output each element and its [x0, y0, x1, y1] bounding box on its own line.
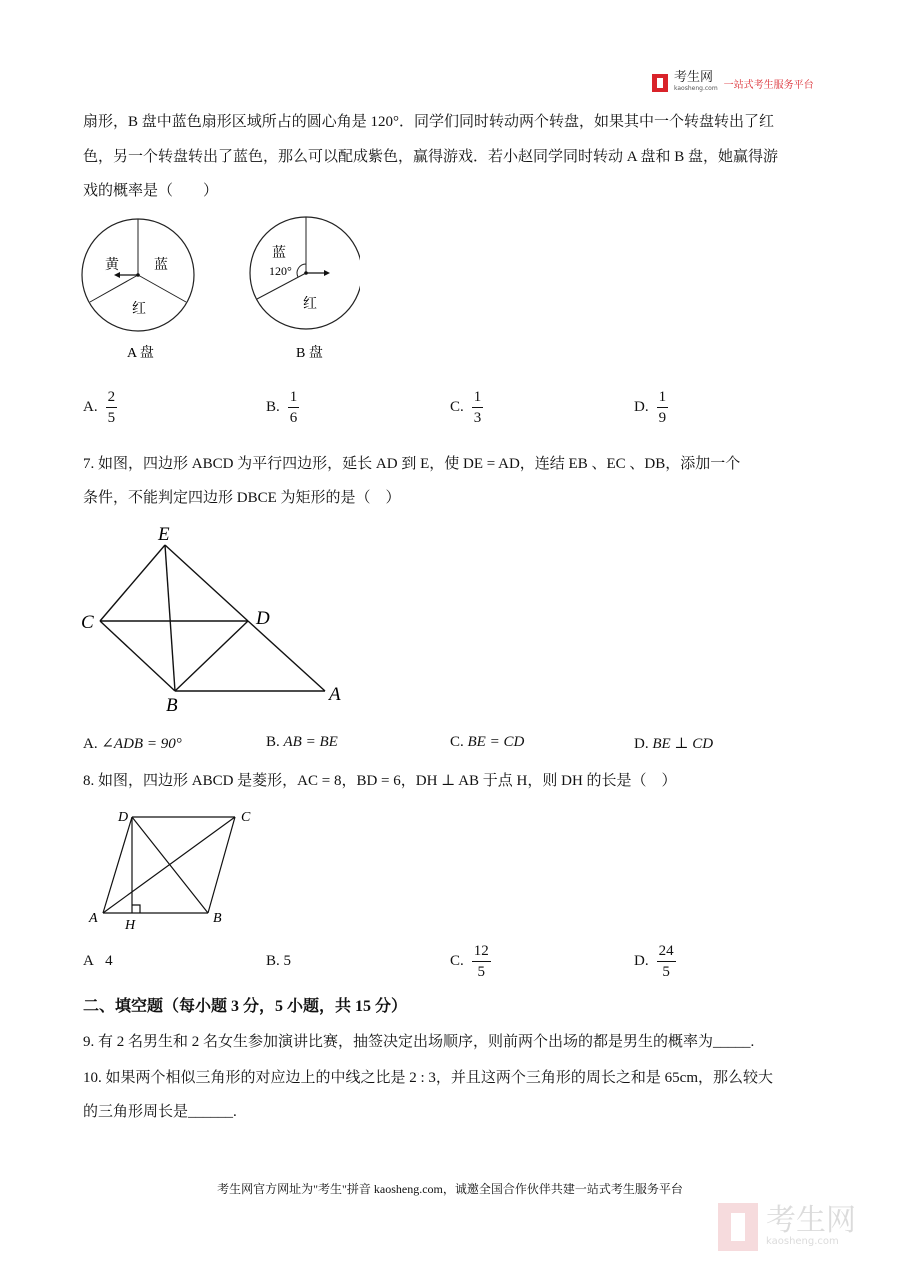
spinner-a-blue: 蓝: [154, 258, 168, 273]
spinner-b: [250, 217, 360, 361]
spinner-b-caption: B 盘: [296, 346, 323, 361]
header-logo: [652, 72, 814, 94]
q9-line: 9. 有 2 名男生和 2 名女生参加演讲比赛，抽签决定出场顺序，则前两个出场的都是男生的概率为_____.: [83, 1034, 755, 1050]
spinner-a-caption: A 盘: [127, 346, 154, 361]
page-footer: 考生网官方网址为"考生"拼音 kaosheng.com，诚邀全国合作伙伴共建一站式考生服务平台: [217, 1182, 683, 1196]
point-d: D: [256, 608, 270, 629]
q8-line: 8. 如图，四边形 ABCD 是菱形，AC = 8，BD = 6，DH ⊥ AB 于点 H，则 DH 的长是（ ）: [83, 773, 677, 789]
point-b: B: [166, 695, 178, 716]
point-h: H: [125, 918, 136, 933]
q7-option-b[interactable]: B. AB = BE: [266, 734, 338, 750]
watermark: 考生网 kaosheng.com: [718, 1203, 856, 1251]
q8-option-a[interactable]: A 4: [83, 953, 113, 969]
spinner-a: [82, 219, 194, 361]
q8-figure: [80, 800, 280, 940]
q6-line-2: 色，另一个转盘转出了蓝色，那么可以配成紫色，赢得游戏．若小赵同学同时转动 A 盘和 B 盘，她赢得游: [83, 149, 779, 165]
logo-icon: [652, 74, 668, 92]
point-d: D: [118, 810, 129, 825]
q6-option-d[interactable]: D. $\frac{1}{9}$: [634, 389, 667, 426]
q7-option-a[interactable]: A. ∠ADB = 90°: [83, 736, 182, 752]
header-slogan: 一站式考生服务平台: [723, 79, 814, 91]
point-c: C: [241, 810, 251, 825]
q10-line-2: 的三角形周长是______.: [83, 1104, 237, 1120]
q7-line-1: 7. 如图，四边形 ABCD 为平行四边形，延长 AD 到 E，使 DE = AD，连结 EB 、EC 、DB，添加一个: [83, 456, 741, 472]
q10-line-1: 10. 如果两个相似三角形的对应边上的中线之比是 2 : 3，并且这两个三角形的周长之和是 65cm，那么较大: [83, 1070, 773, 1086]
q6-option-a[interactable]: A. $\frac{2}{5}$: [83, 389, 116, 426]
spinner-b-blue: 蓝: [272, 246, 286, 261]
q6-option-c[interactable]: C. $\frac{1}{3}$: [450, 389, 482, 426]
point-a: A: [89, 911, 98, 926]
q8-option-b[interactable]: B. 5: [266, 953, 292, 969]
logo-text: 考生网 kaosheng.com: [674, 70, 718, 92]
point-b: B: [213, 911, 222, 926]
spinner-a-yellow: 黄: [105, 258, 119, 273]
q6-line-1: 扇形，B 盘中蓝色扇形区域所占的圆心角是 120°．同学们同时转动两个转盘，如果其中一个转盘转出了红: [83, 114, 775, 130]
q6-spinner-figure: [70, 210, 360, 370]
spinner-b-red: 红: [303, 297, 317, 312]
q7-option-c[interactable]: C. BE = CD: [450, 734, 525, 750]
section-2-title: 二、填空题（每小题 3 分，5 小题，共 15 分）: [83, 998, 408, 1015]
q7-line-2: 条件，不能判定四边形 DBCE 为矩形的是（ ）: [83, 490, 401, 506]
point-e: E: [158, 524, 170, 545]
q7-figure: [70, 520, 360, 720]
spinner-b-angle: 120°: [269, 264, 292, 278]
point-a: A: [329, 684, 341, 705]
q6-option-b[interactable]: B. $\frac{1}{6}$: [266, 389, 298, 426]
point-c: C: [81, 612, 94, 633]
watermark-logo-icon: [718, 1203, 758, 1251]
q7-option-d[interactable]: D. BE ⊥ CD: [634, 736, 714, 752]
q6-line-3: 戏的概率是（ ）: [83, 183, 219, 199]
spinner-a-red: 红: [132, 302, 146, 317]
q8-option-c[interactable]: C. $\frac{12}{5}$: [450, 943, 489, 980]
q8-option-d[interactable]: D. $\frac{24}{5}$: [634, 943, 674, 980]
